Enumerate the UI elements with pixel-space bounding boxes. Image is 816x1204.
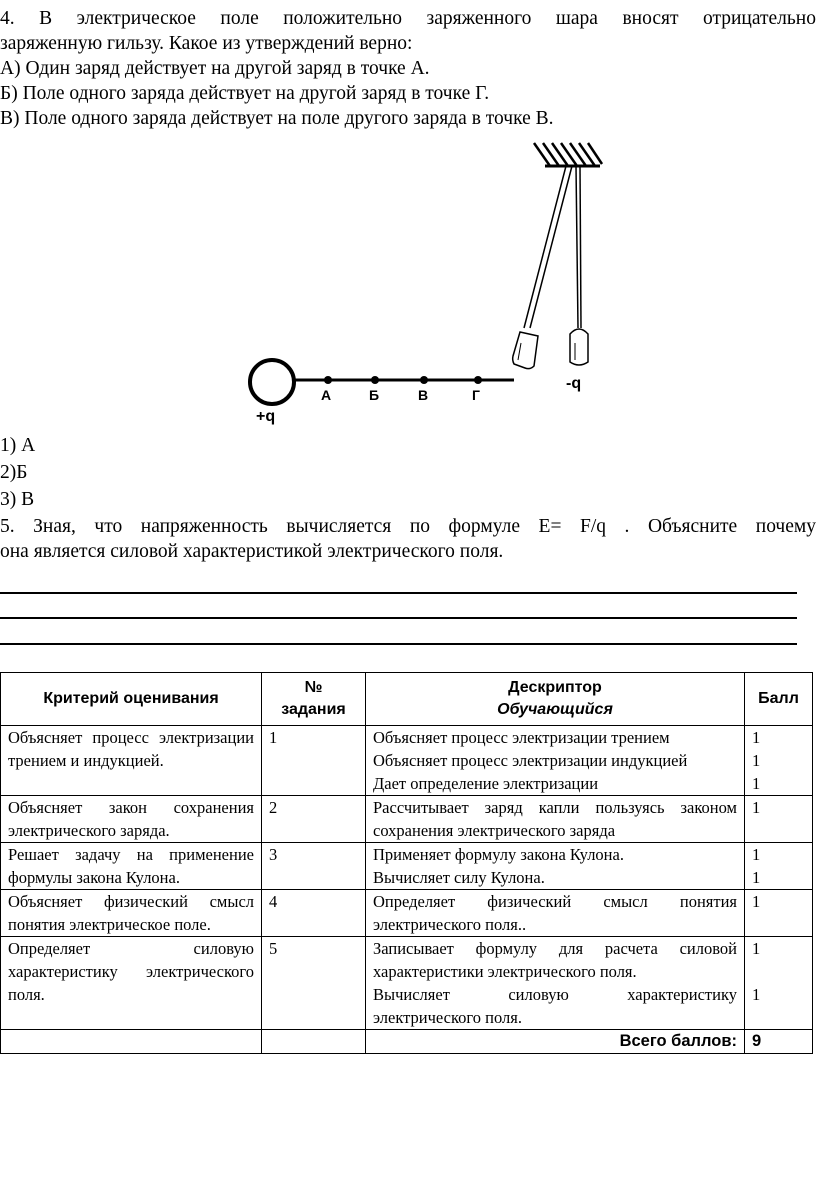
label-point-a: А	[321, 387, 332, 403]
task-cell: 5	[262, 937, 366, 1030]
score-cell	[745, 843, 813, 890]
question-4-line-1: 4. В электрическое поле положительно заряженного шара вносят отрицательно	[0, 8, 816, 29]
table-header-row	[1, 673, 813, 726]
descriptor-cell	[366, 726, 745, 796]
header-task-label: № задания	[281, 679, 346, 718]
total-value: 9	[745, 1030, 813, 1054]
task-cell: 2	[262, 796, 366, 843]
criterion-cell: Объясняет закон сохранения электрического заряда.	[1, 796, 262, 843]
total-label: Всего баллов:	[366, 1030, 745, 1054]
descriptor-item: Определяет физический смысл понятия электрического поля..	[373, 892, 737, 934]
task-cell: 1	[262, 726, 366, 796]
descriptor-item: Дает определение электризации	[373, 774, 599, 793]
score-value: 1	[752, 892, 761, 911]
header-task	[262, 673, 366, 726]
hanging-sleeve	[570, 329, 588, 365]
threads	[524, 166, 581, 328]
answer-line-3	[0, 643, 797, 645]
criterion-cell: Решает задачу на применение формулы закона Кулона.	[1, 843, 262, 890]
statement-a: А) Один заряд действует на другой заряд в точке А.	[0, 58, 430, 79]
descriptor-cell	[366, 937, 745, 1030]
table-row	[1, 843, 813, 890]
descriptor-cell	[366, 796, 745, 843]
descriptor-item: Вычисляет силовую характеристику электрического поля.	[373, 985, 737, 1027]
point-g	[474, 376, 482, 384]
score-cell	[745, 890, 813, 937]
label-point-v: В	[418, 387, 429, 403]
score-value: 1	[752, 845, 761, 864]
option-1: 1) А	[0, 435, 36, 456]
score-value: 1	[752, 774, 761, 793]
descriptor-cell	[366, 890, 745, 937]
descriptor-item: Объясняет процесс электризации индукцией	[373, 751, 688, 770]
point-b	[371, 376, 379, 384]
statement-b: Б) Поле одного заряда действует на другой заряд в точке Г.	[0, 83, 490, 104]
answer-line-1	[0, 592, 797, 594]
descriptor-item: Объясняет процесс электризации трением	[373, 728, 670, 747]
criterion-cell: Объясняет физический смысл понятия электрическое поле.	[1, 890, 262, 937]
descriptor-cell	[366, 843, 745, 890]
score-value: 1	[752, 798, 761, 817]
score-value: 1	[752, 751, 761, 770]
score-cell	[745, 796, 813, 843]
task-cell: 3	[262, 843, 366, 890]
header-descriptor-label: Дескриптор	[508, 679, 602, 696]
label-point-b: Б	[369, 387, 380, 403]
electroscope-figure	[0, 138, 816, 430]
question-5	[0, 514, 816, 564]
task-cell: 4	[262, 890, 366, 937]
header-descriptor	[366, 673, 745, 726]
option-2: 2)Б	[0, 462, 28, 483]
question-4	[0, 6, 816, 131]
score-value	[752, 960, 805, 983]
score-value: 1	[752, 868, 761, 887]
score-cell	[745, 726, 813, 796]
descriptor-item: Применяет формулу закона Кулона.	[373, 845, 624, 864]
header-score: Балл	[745, 673, 813, 726]
statement-c: В) Поле одного заряда действует на поле другого заряда в точке В.	[0, 108, 554, 129]
total-empty-cell	[1, 1030, 262, 1054]
score-cell	[745, 937, 813, 1030]
ceiling-mount	[534, 143, 602, 166]
grading-table	[0, 672, 813, 1054]
score-value: 1	[752, 985, 761, 1004]
answer-line-2	[0, 617, 797, 619]
label-point-g: Г	[472, 387, 480, 403]
header-descriptor-sub: Обучающийся	[497, 701, 613, 718]
total-row	[1, 1030, 813, 1054]
descriptor-item: Записывает формулу для расчета силовой характеристики электрического поля.	[373, 939, 737, 981]
table-row	[1, 890, 813, 937]
point-v	[420, 376, 428, 384]
question-5-line-1: 5. Зная, что напряженность вычисляется по формуле E= F/q . Объясните почему	[0, 516, 816, 537]
header-criterion: Критерий оценивания	[1, 673, 262, 726]
pos-charge-label: +q	[256, 408, 276, 425]
option-3: 3) В	[0, 489, 35, 510]
point-a	[324, 376, 332, 384]
table-row	[1, 726, 813, 796]
criterion-cell: Объясняет процесс электризации трением и индукцией.	[1, 726, 262, 796]
score-value: 1	[752, 728, 761, 747]
descriptor-item: Вычисляет силу Кулона.	[373, 868, 545, 887]
table-row	[1, 937, 813, 1030]
total-empty-cell	[262, 1030, 366, 1054]
criterion-cell: Определяет силовую характеристику электрического поля.	[1, 937, 262, 1030]
charged-sleeve	[513, 332, 538, 369]
question-4-line-2: заряженную гильзу. Какое из утверждений верно:	[0, 33, 413, 54]
table-row	[1, 796, 813, 843]
score-value: 1	[752, 939, 761, 958]
descriptor-item: Рассчитывает заряд капли пользуясь законом сохранения электрического заряда	[373, 798, 737, 840]
answer-options	[0, 432, 35, 513]
question-5-line-2: она является силовой характеристикой электрического поля.	[0, 541, 504, 562]
neg-charge-label: -q	[566, 375, 582, 392]
charged-sphere	[250, 360, 294, 404]
